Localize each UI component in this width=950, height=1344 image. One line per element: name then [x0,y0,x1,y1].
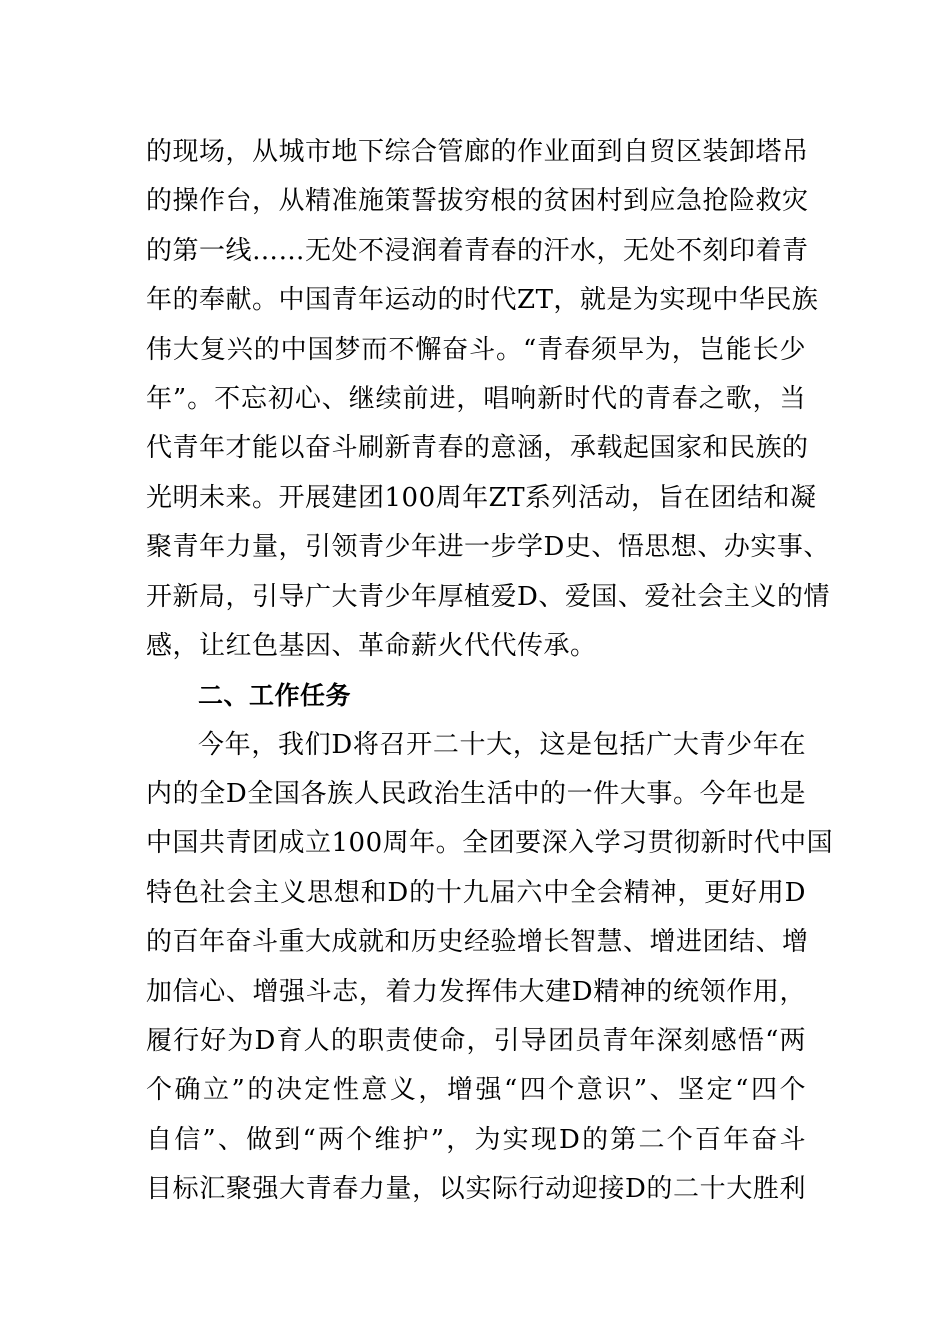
paragraph-2-line: 特色社会主义思想和D的十九届六中全会精神，更好用D [146,877,806,908]
section-heading: 二、工作任务 [198,681,352,711]
paragraph-2-line: 目标汇聚强大青春力量，以实际行动迎接D的二十大胜利 [146,1174,806,1205]
paragraph-1-line: 聚青年力量，引领青少年进一步学D史、悟思想、办实事、 [146,532,830,563]
paragraph-1-line: 的第一线……无处不浸润着青春的汗水，无处不刻印着青 [146,235,809,266]
paragraph-1-line: 的操作台，从精准施策誓拔穷根的贫困村到应急抢险救灾 [146,186,809,217]
paragraph-1-line: 开新局，引导广大青少年厚植爱D、爱国、爱社会主义的情 [146,581,830,612]
paragraph-2-line: 自信”、做到“两个维护”，为实现D的第二个百年奋斗 [146,1124,806,1155]
paragraph-1-line: 年的奉献。中国青年运动的时代ZT，就是为实现中华民族 [146,285,819,316]
paragraph-1-line: 代青年才能以奋斗刷新青春的意涵，承载起国家和民族的 [146,433,809,464]
paragraph-2-line: 今年，我们D将召开二十大，这是包括广大青少年在 [198,729,806,760]
paragraph-1-line: 光明未来。开展建团100周年ZT系列活动，旨在团结和凝 [146,482,817,513]
paragraph-2-line: 中国共青团成立100周年。全团要深入学习贯彻新时代中国 [146,828,834,859]
paragraph-1-line: 感，让红色基因、革命薪火代代传承。 [146,630,597,661]
paragraph-2-line: 个确立”的决定性意义，增强“四个意识”、坚定“四个 [146,1075,806,1106]
paragraph-2-line: 内的全D全国各族人民政治生活中的一件大事。今年也是 [146,779,806,810]
paragraph-1-line: 的现场，从城市地下综合管廊的作业面到自贸区装卸塔吊 [146,137,809,167]
paragraph-1-line: 伟大复兴的中国梦而不懈奋斗。“青春须早为，岂能长少 [146,334,806,365]
paragraph-2-line: 履行好为D育人的职责使命，引导团员青年深刻感悟“两 [146,1026,806,1057]
paragraph-2-line: 的百年奋斗重大成就和历史经验增长智慧、增进团结、增 [146,927,809,958]
paragraph-1-line: 年”。不忘初心、继续前进，唱响新时代的青春之歌，当 [146,383,806,414]
paragraph-2-line: 加信心、增强斗志，着力发挥伟大建D精神的统领作用， [146,976,806,1007]
document-body [146,128,834,1215]
